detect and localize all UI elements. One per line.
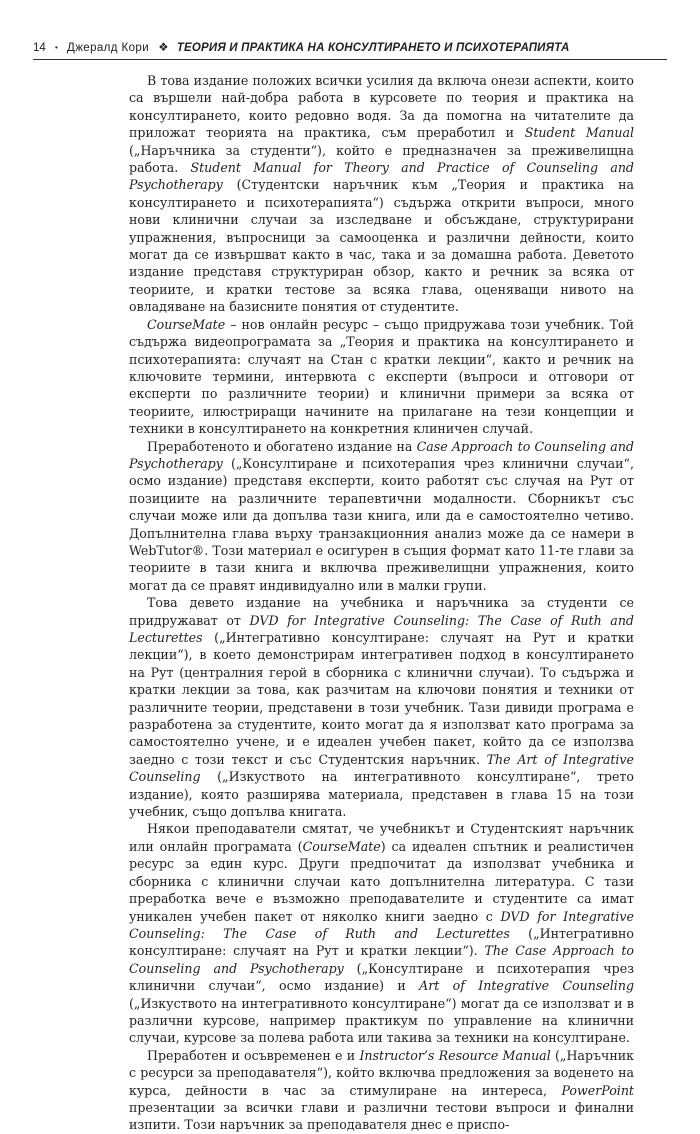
text-run: („Изкуството на интегративното консултиране“) могат да се използват и в различни курсове, например практикум по управление на клинични случаи, курсове за полева работа или такива за техники на консултиране. [129, 995, 634, 1046]
text-run: Това девето издание на учебника и наръчника за студенти се придружават от [129, 595, 634, 628]
text-run: – нов онлайн ресурс – също придружава този учебник. Той съдържа видеопрограмата за „Теория и практика на консултирането и психотерапията: случаят на Стан с кратки лекции“, както и речник на ключовите термини, интервюта с експерти (въпроси и отговори от експерти по различните теории) и клинични примери за всяка от теориите, илюстриращи начините на прилагане на тези концепции и техники в консултирането на конкретния клиничен случай. [129, 316, 634, 437]
italic-run: Art of Integrative Counseling [419, 978, 635, 994]
paragraph [129, 316, 634, 438]
italic-run: Student Manual [524, 125, 634, 141]
paragraph [129, 72, 634, 316]
text-run: („Консултиране и психотерапия чрез клинични случаи“, осмо издание) представя експерти, които работят със случая на Рут от позициите на различните терапевтични модалности. Сборникът със случаи може или да допълва тази книга, или да е самостоятелно четиво. Допълнителна глава върху транзакционния анализ може да се намери в WebTutor®. Този материал е осигурен в същия формат като 11-те глави за теориите в тази книга и включва преживелищни упражнения, които могат да се правят индивидуално или в малки групи. [129, 455, 634, 593]
text-run: презентации за всички глави и различни тестови въпроси и финални изпити. Този наръчник за преподавателя днес е приспо- [129, 1099, 634, 1133]
paragraph [129, 820, 634, 1046]
italic-run: The Art of Integrative Counseling [129, 751, 634, 785]
text-run: („Наръчник с ресурси за преподавателя“), който включва предложения за воденето на курса, дейности в час за стимулиране на интереса, [129, 1047, 635, 1098]
text-run: („Консултиране и психотерапия чрез клинични случаи“, осмо издание) и [129, 960, 635, 994]
text-run: („Интегративно консултиране: случаят на Рут и кратки лекции“). [129, 925, 634, 959]
text-run: Преработеното и обогатено издание на [147, 438, 417, 454]
italic-run: The Case Approach to Counseling and Psychotherapy [129, 943, 635, 976]
running-head [33, 40, 667, 54]
italic-run: Instructor’s Resource Manual [359, 1047, 551, 1063]
paragraph [129, 438, 634, 595]
text-run: В това издание положих всички усилия да включа онези аспекти, които са вършели най-добра работа в курсовете по теория и практика на консултирането, които редовно водя. За да помогна на читателите да приложат теорията на практика, съм преработил и [129, 73, 634, 141]
text-run: („Изкуството на интегративното консултиране“, трето издание), която разширява материала, представен в глава 15 на този учебник, също допълва книгата. [129, 769, 634, 820]
italic-run: PowerPoint [561, 1082, 634, 1098]
italic-run: DVD for Integrative Counseling: The Case of Ruth and Lecturettes [129, 908, 634, 941]
text-run: Някои преподаватели смятат, че учебникът и Студентският наръчник или онлайн програмата ( [129, 821, 634, 854]
header-rule [33, 59, 667, 60]
italic-run: CourseMate [147, 316, 226, 332]
ornament-separator: ❖ [158, 42, 169, 54]
text-run: („Интегративно консултиране: случаят на Рут и кратки лекции“), в което демонстрирам интегративен подход в консултирането на Рут (централния герой в сборника с клинични случаи). То съдържа и кратки лекции за това, как разчитам на ключови понятия и техники от различните теории, представени в този учебник. Тази дивиди програма е разработена за студентите, които могат да я използват като програма за самостоятелно учене, и е идеален учебен пакет, който да се използва заедно с този текст и със Студентския наръчник. [129, 630, 634, 767]
italic-run: Student Manual for Theory and Practice of Counseling and Psychotherapy [129, 160, 634, 193]
text-run: (Студентски наръчник към „Теория и практика на консултирането и психотерапията“) съдържа открити въпроси, много нови клинични случаи за изследване и обсъждане, структурирани упражнения, въпросници за самооценка и различни дейности, които могат да се извършват както в час, така и за домашна работа. Деветото издание представя структуриран обзор, както и речник за всяка от теориите, и кратки тестове за всяка глава, оценяващи нивото на овладяване на базисните понятия от студентите. [129, 177, 634, 315]
text-run: ) са идеален спътник и реалистичен ресурс за един курс. Други предпочитат да използват учебника и сборника с клинични случаи като допълнителна литература. С тази преработка вече е възможно преподавателите и студентите са имат уникален учебен пакет от няколко книги заедно с [129, 838, 634, 924]
author-name: Джералд Кори [67, 42, 150, 54]
paragraph [129, 594, 634, 820]
text-run: Преработен и осъвременен е и [147, 1047, 360, 1063]
italic-run: DVD for Integrative Counseling: The Case of Ruth and Lecturettes [129, 612, 634, 645]
italic-run: CourseMate [302, 838, 381, 854]
bullet-separator: • [55, 43, 58, 53]
paragraph [129, 1047, 634, 1134]
book-title: ТЕОРИЯ И ПРАКТИКА НА КОНСУЛТИРАНЕТО И ПСИХОТЕРАПИЯТА [176, 42, 570, 54]
page-number: 14 [33, 42, 46, 54]
italic-run: Case Approach to Counseling and Psychotherapy [129, 438, 634, 471]
body-text [129, 72, 634, 1134]
text-run: („Наръчника за студенти“), който е предназначен за преживелищна работа. [129, 142, 634, 176]
